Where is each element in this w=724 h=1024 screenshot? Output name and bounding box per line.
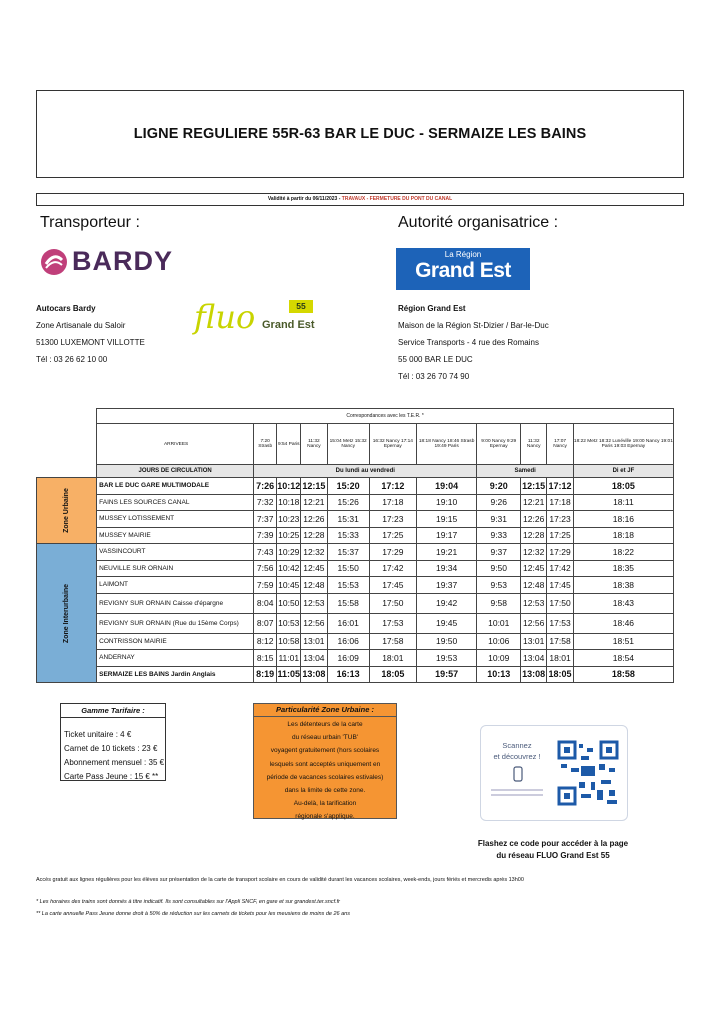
tarif-lines (64, 728, 164, 784)
tarif-line: Ticket unitaire : 4 € (64, 730, 132, 739)
urban-zone-box (253, 703, 397, 819)
time-cell: 8:19 (254, 666, 277, 683)
stop-name: CONTRISSON MAIRIE (97, 633, 254, 650)
page-title: LIGNE REGULIERE 55R-63 BAR LE DUC - SERMAIZE LES BAINS (133, 126, 587, 142)
time-cell: 10:50 (277, 593, 301, 613)
time-cell: 12:45 (521, 560, 547, 577)
time-cell: 7:32 (254, 494, 277, 511)
time-cell: 9:58 (477, 593, 521, 613)
stop-name: REVIGNY SUR ORNAIN (Rue du 15ème Corps) (97, 613, 254, 633)
stop-name: ANDERNAY (97, 650, 254, 667)
table-row (37, 478, 674, 495)
time-cell: 7:59 (254, 577, 277, 594)
qr-caption-line1: Flashez ce code pour accéder à la page (477, 839, 629, 848)
zone-urban-label: Zone Urbaine (63, 488, 71, 533)
urban-line: Les détenteurs de la carte (287, 721, 363, 728)
time-cell: 7:56 (254, 560, 277, 577)
time-cell: 8:12 (254, 633, 277, 650)
autorite-address2: Service Transports - 4 rue des Romains (398, 338, 539, 347)
time-cell: 16:13 (327, 666, 369, 683)
time-cell: 17:42 (547, 560, 573, 577)
autorite-heading: Autorité organisatrice : (398, 214, 559, 231)
time-cell: 10:06 (477, 633, 521, 650)
zone-urban (37, 478, 97, 544)
time-cell: 13:04 (301, 650, 327, 667)
time-cell: 12:53 (521, 593, 547, 613)
arrival-cell: 18:18 Nancy 18:46 Strasb 19:49 Paris (416, 424, 477, 465)
time-cell: 12:56 (301, 613, 327, 633)
jours-saturday: Samedi (477, 465, 573, 478)
time-cell: 18:35 (573, 560, 673, 577)
urban-lines (256, 718, 394, 824)
time-cell: 15:37 (327, 544, 369, 561)
bardy-swirl-icon (40, 248, 68, 276)
time-cell: 10:01 (477, 613, 521, 633)
time-cell: 18:46 (573, 613, 673, 633)
qr-card (480, 725, 628, 821)
table-row (37, 666, 674, 683)
time-cell: 17:25 (547, 527, 573, 544)
time-cell: 12:21 (301, 494, 327, 511)
urban-line: voyagent gratuitement (hors scolaires (270, 747, 380, 755)
table-row (37, 613, 674, 633)
time-cell: 17:29 (547, 544, 573, 561)
time-cell: 18:05 (573, 478, 673, 495)
time-cell: 19:45 (416, 613, 477, 633)
grand-est-logo (396, 248, 530, 290)
time-cell: 16:01 (327, 613, 369, 633)
time-cell: 17:23 (369, 511, 416, 528)
time-cell: 12:45 (301, 560, 327, 577)
time-cell: 13:01 (521, 633, 547, 650)
tarif-line: Carte Pass Jeune : 15 € ** (64, 772, 159, 781)
time-cell: 10:18 (277, 494, 301, 511)
time-cell: 15:53 (327, 577, 369, 594)
autorite-contact (398, 302, 549, 383)
time-cell: 16:09 (327, 650, 369, 667)
transporteur-address1: Zone Artisanale du Saloir (36, 321, 126, 330)
time-cell: 13:08 (301, 666, 327, 683)
time-cell: 12:32 (301, 544, 327, 561)
time-cell: 15:58 (327, 593, 369, 613)
table-row (37, 593, 674, 613)
tarif-line: Carnet de 10 tickets : 23 € (64, 744, 158, 753)
time-cell: 17:58 (547, 633, 573, 650)
phone-icon (510, 766, 526, 782)
time-cell: 10:53 (277, 613, 301, 633)
arrival-cell: 11:32 Nancy (301, 424, 327, 465)
blank-cell (37, 409, 97, 424)
blank-cell (37, 424, 97, 465)
table-row (37, 633, 674, 650)
time-cell: 17:18 (547, 494, 573, 511)
time-cell: 12:26 (521, 511, 547, 528)
time-cell: 10:42 (277, 560, 301, 577)
time-cell: 19:17 (416, 527, 477, 544)
stop-name: FAINS LES SOURCES CANAL (97, 494, 254, 511)
time-cell: 17:25 (369, 527, 416, 544)
time-cell: 17:53 (369, 613, 416, 633)
urban-line: du réseau urbain 'TUB' (291, 734, 359, 742)
time-cell: 18:51 (573, 633, 673, 650)
time-cell: 15:50 (327, 560, 369, 577)
arrival-cell: 7:20 Strasb (254, 424, 277, 465)
table-row (37, 577, 674, 594)
time-cell: 7:37 (254, 511, 277, 528)
time-cell: 18:58 (573, 666, 673, 683)
time-cell: 17:12 (369, 478, 416, 495)
time-cell: 19:42 (416, 593, 477, 613)
time-cell: 18:22 (573, 544, 673, 561)
time-cell: 16:06 (327, 633, 369, 650)
table-row (37, 560, 674, 577)
time-cell: 18:38 (573, 577, 673, 594)
time-cell: 9:53 (477, 577, 521, 594)
time-cell: 17:45 (547, 577, 573, 594)
qr-small-print (491, 786, 543, 802)
train-note: * Les horaires des trains sont donnés à titre indicatif. Ils sont consultables sur l'Appli SNCF, en gare et sur grandest.ter.sncf.fr (36, 899, 341, 905)
time-cell: 13:08 (521, 666, 547, 683)
arrival-cell: 15:04 Metz 15:32 Nancy (327, 424, 369, 465)
time-cell: 17:53 (547, 613, 573, 633)
time-cell: 7:43 (254, 544, 277, 561)
time-cell: 18:54 (573, 650, 673, 667)
stop-name: VASSINCOURT (97, 544, 254, 561)
time-cell: 18:05 (369, 666, 416, 683)
zone-inter-label: Zone Interurbaine (63, 583, 71, 643)
jours-label: JOURS DE CIRCULATION (97, 465, 254, 478)
arrivees-label: ARRIVEES (97, 424, 254, 465)
urban-line: Au-delà, la tarification (293, 800, 357, 808)
table-row (37, 511, 674, 528)
time-cell: 10:12 (277, 478, 301, 495)
stop-name: MUSSEY LOTISSEMENT (97, 511, 254, 528)
transporteur-phone: Tél : 03 26 62 10 00 (36, 355, 108, 364)
time-cell: 12:28 (521, 527, 547, 544)
time-cell: 19:34 (416, 560, 477, 577)
qr-discover-label: et découvrez ! (493, 752, 541, 761)
fluo-region: Grand Est (262, 319, 315, 331)
time-cell: 10:29 (277, 544, 301, 561)
time-cell: 10:09 (477, 650, 521, 667)
qr-text (487, 740, 547, 762)
qr-scan-label: Scannez (502, 741, 532, 750)
time-cell: 9:26 (477, 494, 521, 511)
validity-banner (36, 193, 684, 206)
table-row (37, 527, 674, 544)
free-access-note: Accès gratuit aux lignes régulières pour les élèves sur présentation de la carte de transport scolaire en cours de validité durant les vacances scolaires, week-ends, jours fériés et mercredis après 13h00 (36, 877, 524, 883)
time-cell: 12:15 (521, 478, 547, 495)
fluo-logo (192, 296, 322, 346)
time-cell: 17:29 (369, 544, 416, 561)
qr-code-icon[interactable] (557, 740, 619, 806)
time-cell: 12:53 (301, 593, 327, 613)
time-cell: 12:56 (521, 613, 547, 633)
bardy-wordmark: BARDY (72, 246, 174, 276)
time-cell: 10:25 (277, 527, 301, 544)
arrival-cell: 9:54 Paris (277, 424, 301, 465)
table-row (37, 544, 674, 561)
time-cell: 17:58 (369, 633, 416, 650)
zone-interurban (37, 544, 97, 683)
time-cell: 10:58 (277, 633, 301, 650)
time-cell: 18:05 (547, 666, 573, 683)
tarif-heading: Gamme Tarifaire : (61, 704, 165, 718)
stop-name: MUSSEY MAIRIE (97, 527, 254, 544)
time-cell: 18:01 (547, 650, 573, 667)
autorite-phone: Tél : 03 26 70 74 90 (398, 372, 470, 381)
tarif-box (60, 703, 166, 781)
time-cell: 9:50 (477, 560, 521, 577)
time-cell: 7:39 (254, 527, 277, 544)
time-cell: 15:26 (327, 494, 369, 511)
time-cell: 18:11 (573, 494, 673, 511)
time-cell: 12:21 (521, 494, 547, 511)
time-cell: 9:31 (477, 511, 521, 528)
time-cell: 15:20 (327, 478, 369, 495)
time-cell: 9:20 (477, 478, 521, 495)
urban-line: période de vacances scolaires estivales) (266, 773, 384, 781)
urban-line: lesquels sont acceptés uniquement en (269, 760, 381, 768)
works-notice: TRAVAUX - FERMETURE DU PONT DU CANAL (341, 196, 453, 202)
transporteur-heading: Transporteur : (40, 214, 140, 231)
qr-caption-line2: du réseau FLUO Grand Est 55 (496, 851, 610, 860)
fluo-line-badge: 55 (289, 300, 313, 313)
table-row (37, 494, 674, 511)
time-cell: 19:10 (416, 494, 477, 511)
grand-est-logo-top: La Région (444, 250, 482, 259)
time-cell: 12:15 (301, 478, 327, 495)
time-cell: 15:33 (327, 527, 369, 544)
time-cell: 13:01 (301, 633, 327, 650)
time-cell: 19:21 (416, 544, 477, 561)
stop-name: LAIMONT (97, 577, 254, 594)
urban-heading: Particularité Zone Urbaine : (254, 704, 396, 717)
time-cell: 19:04 (416, 478, 477, 495)
arrival-cell: 11:32 Nancy (521, 424, 547, 465)
autorite-name: Région Grand Est (398, 304, 466, 313)
urban-line: dans la limite de cette zone. (284, 787, 366, 795)
time-cell: 17:50 (547, 593, 573, 613)
time-cell: 19:50 (416, 633, 477, 650)
autorite-address3: 55 000 BAR LE DUC (398, 355, 473, 364)
arrival-cell: 17:07 Nancy (547, 424, 573, 465)
time-cell: 18:18 (573, 527, 673, 544)
qr-caption (468, 838, 638, 862)
time-cell: 9:33 (477, 527, 521, 544)
urban-line: régionale s'applique. (295, 813, 355, 821)
jours-weekdays: Du lundi au vendredi (254, 465, 477, 478)
pass-jeune-note: ** La carte annuelle Pass Jeune donne droit à 50% de réduction sur les carnets de tickets pour les meusiens de moins de 26 ans (36, 911, 350, 917)
time-cell: 12:28 (301, 527, 327, 544)
time-cell: 11:05 (277, 666, 301, 683)
stop-name: SERMAIZE LES BAINS Jardin Anglais (97, 666, 254, 683)
time-cell: 15:31 (327, 511, 369, 528)
stop-name: NEUVILLE SUR ORNAIN (97, 560, 254, 577)
title-box (36, 90, 684, 178)
time-cell: 19:15 (416, 511, 477, 528)
blank-cell (37, 465, 97, 478)
time-cell: 18:43 (573, 593, 673, 613)
time-cell: 17:50 (369, 593, 416, 613)
stop-name: REVIGNY SUR ORNAIN Caisse d'épargne (97, 593, 254, 613)
time-cell: 19:53 (416, 650, 477, 667)
arrival-cell: 18:22 Metz 18:32 Lunéville 19:00 Nancy 19:01 Paris 19:03 Epernay (573, 424, 673, 465)
stop-name: BAR LE DUC GARE MULTIMODALE (97, 478, 254, 495)
time-cell: 10:23 (277, 511, 301, 528)
autorite-address1: Maison de la Région St-Dizier / Bar-le-Duc (398, 321, 549, 330)
time-cell: 17:12 (547, 478, 573, 495)
time-cell: 13:04 (521, 650, 547, 667)
time-cell: 10:13 (477, 666, 521, 683)
time-cell: 18:01 (369, 650, 416, 667)
time-cell: 9:37 (477, 544, 521, 561)
jours-sunday: Di et JF (573, 465, 673, 478)
transporteur-contact (36, 302, 145, 366)
time-cell: 8:15 (254, 650, 277, 667)
tarif-line: Abonnement mensuel : 35 € (64, 758, 165, 767)
validity-date: Validité à partir du 06/11/2023 - (267, 196, 342, 202)
time-cell: 19:37 (416, 577, 477, 594)
time-cell: 18:16 (573, 511, 673, 528)
time-cell: 8:04 (254, 593, 277, 613)
time-cell: 17:23 (547, 511, 573, 528)
time-cell: 12:48 (521, 577, 547, 594)
time-cell: 8:07 (254, 613, 277, 633)
table-row (37, 650, 674, 667)
time-cell: 17:18 (369, 494, 416, 511)
arrival-cell: 16:32 Nancy 17:14 Epernay (369, 424, 416, 465)
timetable (36, 408, 674, 683)
time-cell: 7:26 (254, 478, 277, 495)
arrival-cell: 9:00 Nancy 9:29 Epernay (477, 424, 521, 465)
time-cell: 17:42 (369, 560, 416, 577)
transporteur-name: Autocars Bardy (36, 304, 96, 313)
time-cell: 17:45 (369, 577, 416, 594)
correspondances-header: Correspondances avec les T.E.R. * (97, 409, 674, 424)
fluo-wordmark: fluo (194, 298, 256, 336)
transporteur-address2: 51300 LUXEMONT VILLOTTE (36, 338, 145, 347)
time-cell: 12:48 (301, 577, 327, 594)
time-cell: 11:01 (277, 650, 301, 667)
time-cell: 12:26 (301, 511, 327, 528)
time-cell: 10:45 (277, 577, 301, 594)
grand-est-logo-main: Grand Est (415, 259, 511, 282)
time-cell: 12:32 (521, 544, 547, 561)
time-cell: 19:57 (416, 666, 477, 683)
bardy-logo (40, 246, 173, 277)
